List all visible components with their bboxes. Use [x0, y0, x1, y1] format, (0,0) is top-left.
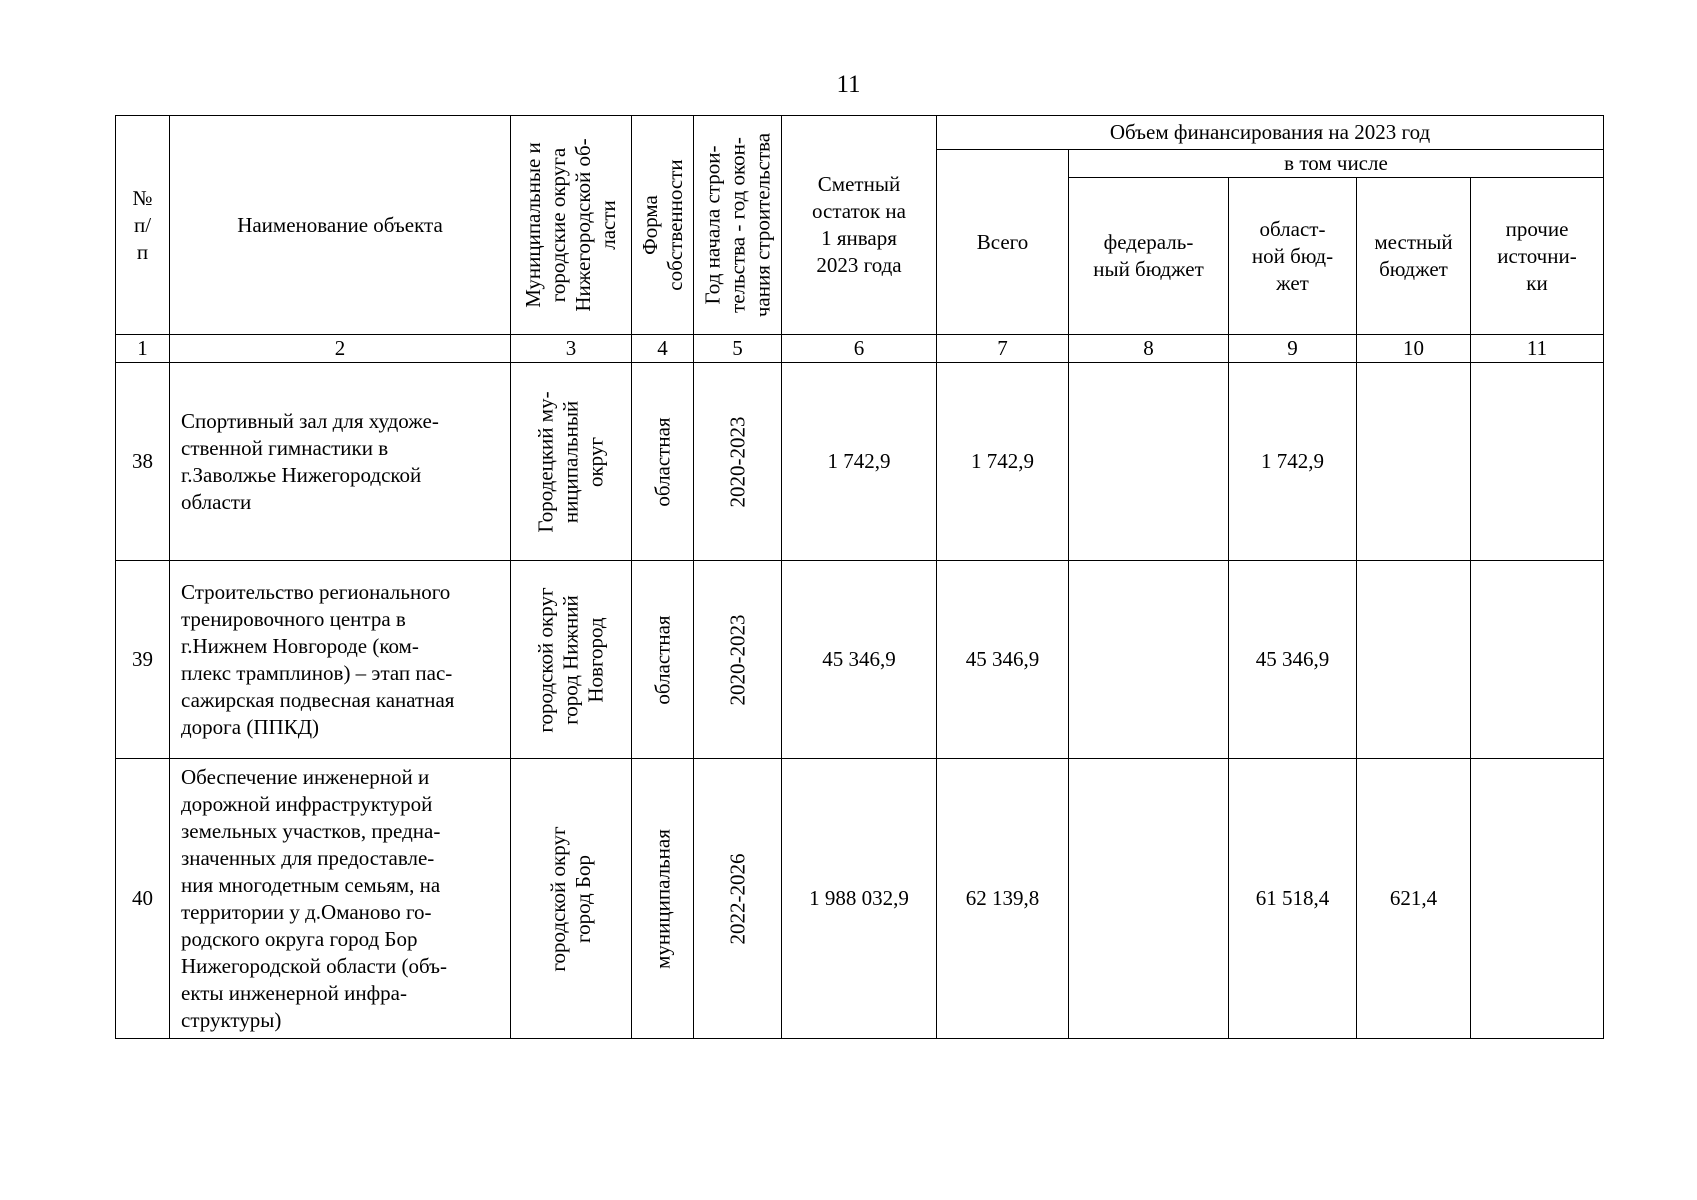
column-number: 4 — [632, 335, 694, 363]
column-number: 6 — [782, 335, 937, 363]
other-value — [1471, 759, 1604, 1039]
header-row-1 — [116, 116, 1604, 150]
header-col-local: местный бюджет — [1357, 178, 1471, 335]
column-number: 7 — [937, 335, 1069, 363]
column-number: 2 — [170, 335, 511, 363]
regional-value: 1 742,9 — [1229, 363, 1357, 561]
header-col-balance: Сметный остаток на 1 января 2023 года — [782, 116, 937, 335]
header-funding-group: Объем финансирования на 2023 год — [937, 116, 1604, 150]
regional-value: 45 346,9 — [1229, 561, 1357, 759]
total-value: 1 742,9 — [937, 363, 1069, 561]
header-col-municipality-text: Муниципальные и городские округа Нижегородской об- ласти — [521, 138, 620, 312]
municipality-text: городской округ город Нижний Новгород — [533, 586, 608, 733]
header-col-years-text: Год начала строи- тельства - год окон- чания строительства — [700, 132, 774, 318]
header-col-total: Всего — [937, 150, 1069, 335]
row-number: 40 — [116, 759, 170, 1039]
federal-value — [1069, 759, 1229, 1039]
column-number: 5 — [694, 335, 782, 363]
object-name: Обеспечение инженерной и дорожной инфраструктурой земельных участков, предна- значенных для предоставле- ния многодетным семьям, на территории у д.Оманово го- родского округа город Бор Нижегородской области (объ- екты инженерной инфра- структуры) — [170, 759, 511, 1039]
federal-value — [1069, 363, 1229, 561]
municipality-cell — [511, 363, 632, 561]
financing-table — [115, 115, 1604, 1039]
row-number: 39 — [116, 561, 170, 759]
header-col-no: № п/ п — [116, 116, 170, 335]
local-value — [1357, 561, 1471, 759]
other-value — [1471, 561, 1604, 759]
years-text: 2020-2023 — [725, 614, 749, 705]
municipality-cell — [511, 759, 632, 1039]
ownership-cell — [632, 561, 694, 759]
municipality-text: Городецкий му- ниципальный округ — [533, 390, 608, 533]
years-cell — [694, 561, 782, 759]
local-value: 621,4 — [1357, 759, 1471, 1039]
header-col-ownership — [632, 116, 694, 335]
row-number: 38 — [116, 363, 170, 561]
header-col-federal: федераль- ный бюджет — [1069, 178, 1229, 335]
column-number: 3 — [511, 335, 632, 363]
object-name: Спортивный зал для художе- ственной гимнастики в г.Заволжье Нижегородской области — [170, 363, 511, 561]
municipality-cell — [511, 561, 632, 759]
total-value: 62 139,8 — [937, 759, 1069, 1039]
federal-value — [1069, 561, 1229, 759]
local-value — [1357, 363, 1471, 561]
balance-value: 45 346,9 — [782, 561, 937, 759]
header-col-name: Наименование объекта — [170, 116, 511, 335]
header-col-regional: област- ной бюд- жет — [1229, 178, 1357, 335]
table-row — [116, 363, 1604, 561]
balance-value: 1 988 032,9 — [782, 759, 937, 1039]
ownership-text: областная — [650, 416, 674, 507]
regional-value: 61 518,4 — [1229, 759, 1357, 1039]
page-number: 11 — [836, 71, 861, 98]
ownership-cell — [632, 759, 694, 1039]
years-text: 2022-2026 — [725, 853, 749, 944]
header-col-years — [694, 116, 782, 335]
header-col-municipality — [511, 116, 632, 335]
table-row — [116, 759, 1604, 1039]
column-number: 11 — [1471, 335, 1604, 363]
object-name: Строительство регионального тренировочного центра в г.Нижнем Новгороде (ком- плекс трамплинов) – этап пас- сажирская подвесная канатная дорога (ППКД) — [170, 561, 511, 759]
header-col-ownership-text: Форма собственности — [637, 159, 687, 291]
municipality-text: городской округ город Бор — [546, 825, 595, 972]
years-text: 2020-2023 — [725, 416, 749, 507]
column-numbers-row — [116, 335, 1604, 363]
column-number: 9 — [1229, 335, 1357, 363]
header-col-other: прочие источни- ки — [1471, 178, 1604, 335]
column-number: 8 — [1069, 335, 1229, 363]
years-cell — [694, 759, 782, 1039]
other-value — [1471, 363, 1604, 561]
ownership-text: областная — [650, 614, 674, 705]
ownership-cell — [632, 363, 694, 561]
ownership-text: муниципальная — [650, 828, 674, 969]
column-number: 1 — [116, 335, 170, 363]
header-including: в том числе — [1069, 150, 1604, 178]
years-cell — [694, 363, 782, 561]
balance-value: 1 742,9 — [782, 363, 937, 561]
total-value: 45 346,9 — [937, 561, 1069, 759]
column-number: 10 — [1357, 335, 1471, 363]
table-row — [116, 561, 1604, 759]
